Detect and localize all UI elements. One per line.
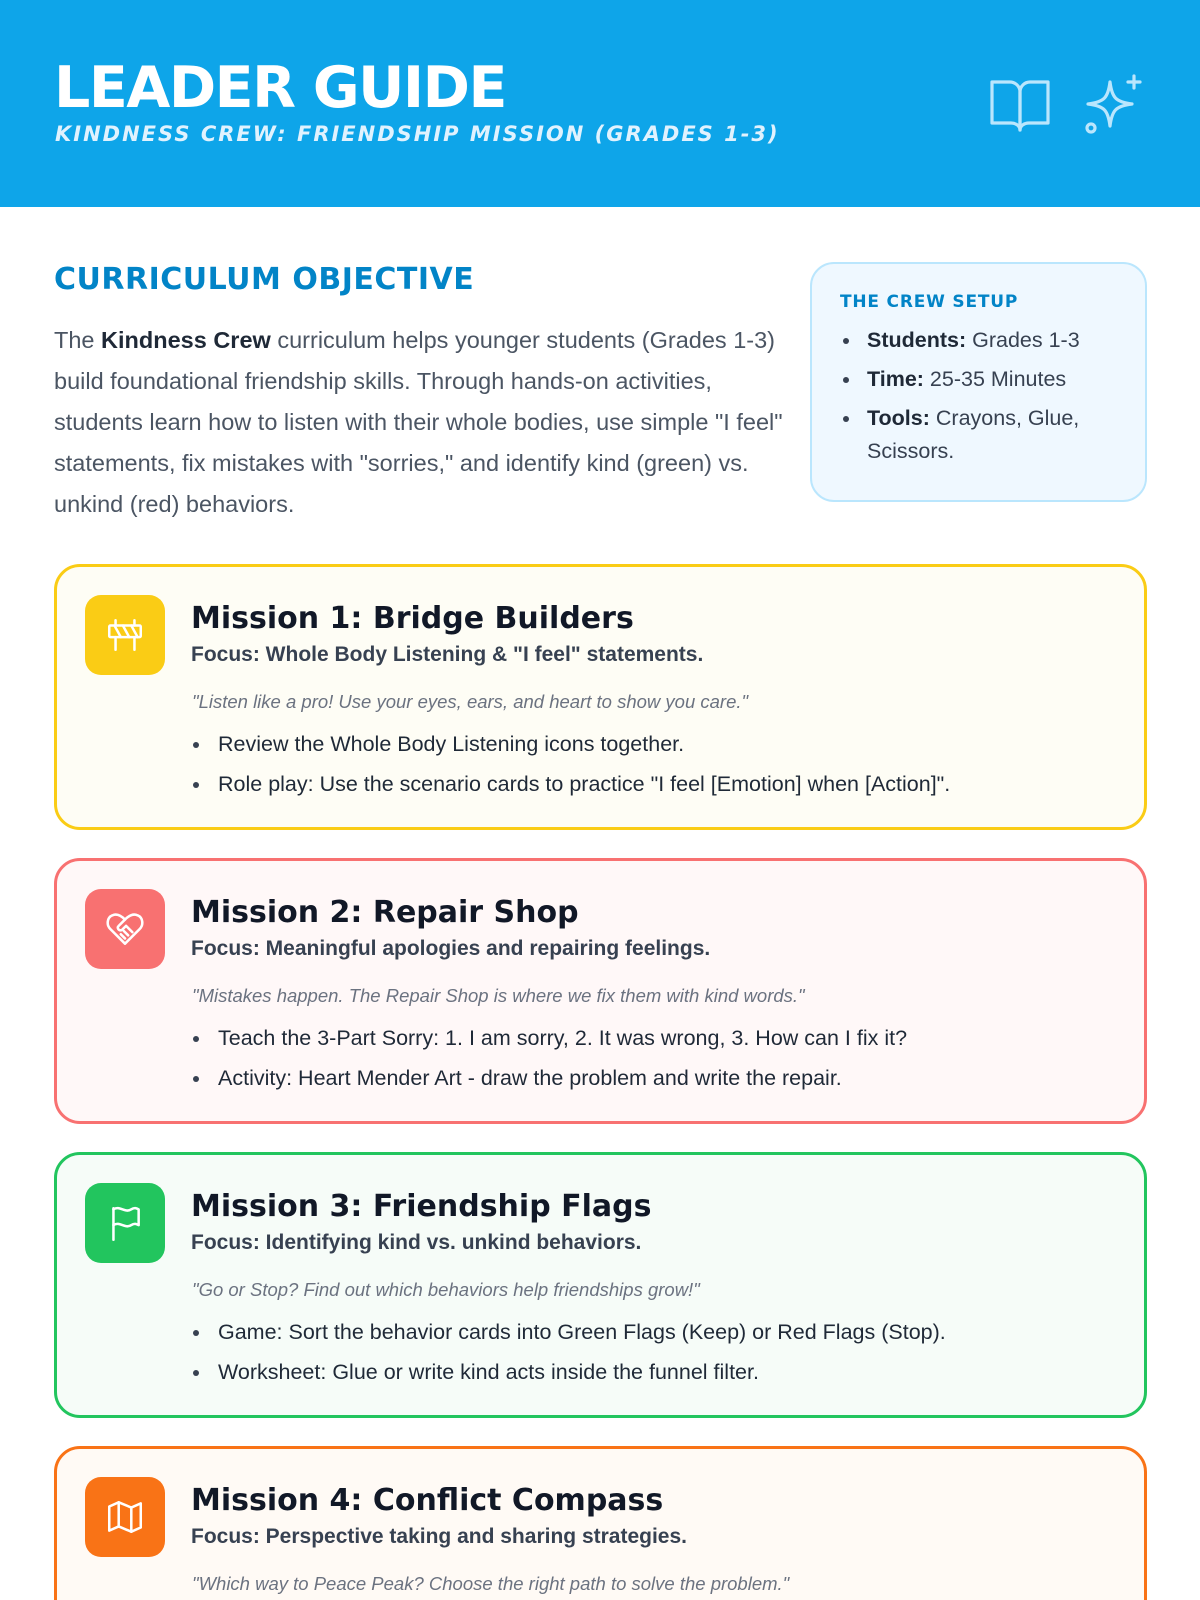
mission-quote: "Listen like a pro! Use your eyes, ears, and heart to show you care." bbox=[192, 691, 749, 712]
construction-barrier-icon bbox=[85, 595, 165, 675]
mission-title: Mission 3: Friendship Flags bbox=[191, 1189, 652, 1224]
list-item: Game: Sort the behavior cards into Green Flags (Keep) or Red Flags (Stop). bbox=[191, 1313, 946, 1353]
mission-focus: Focus: Identifying kind vs. unkind behaviors. bbox=[191, 1231, 642, 1254]
list-item: Review the Whole Body Listening icons together. bbox=[191, 725, 950, 765]
mission-focus: Focus: Whole Body Listening & "I feel" statements. bbox=[191, 643, 704, 666]
sparkles-icon bbox=[1080, 70, 1148, 138]
mission-title: Mission 4: Conflict Compass bbox=[191, 1483, 664, 1518]
mission-title: Mission 1: Bridge Builders bbox=[191, 601, 634, 636]
header-banner bbox=[0, 0, 1200, 207]
objective-text: The Kindness Crew curriculum helps younger students (Grades 1-3) build foundational friendship skills. Through hands-on activities, students learn how to listen with their whole bodies, use simple "I feel" statements, fix mistakes with "sorries," and identify kind (green) vs. unkind (red) behaviors. bbox=[54, 327, 783, 517]
heart-handshake-icon bbox=[85, 889, 165, 969]
mission-focus: Focus: Perspective taking and sharing strategies. bbox=[191, 1525, 687, 1548]
mission-bullets bbox=[191, 1019, 907, 1098]
mission-quote: "Which way to Peace Peak? Choose the right path to solve the problem." bbox=[192, 1573, 790, 1594]
page-title: LEADER GUIDE bbox=[54, 55, 506, 121]
setup-title: THE CREW SETUP bbox=[840, 292, 1019, 312]
list-item: Worksheet: Glue or write kind acts inside the funnel filter. bbox=[191, 1353, 946, 1393]
mission-quote: "Go or Stop? Find out which behaviors help friendships grow!" bbox=[192, 1279, 700, 1300]
mission-card-3 bbox=[54, 1152, 1147, 1418]
list-item: Teach the 3-Part Sorry: 1. I am sorry, 2. It was wrong, 3. How can I fix it? bbox=[191, 1019, 907, 1059]
mission-focus: Focus: Meaningful apologies and repairing feelings. bbox=[191, 937, 711, 960]
mission-title: Mission 2: Repair Shop bbox=[191, 895, 579, 930]
crew-setup-box bbox=[810, 262, 1147, 502]
setup-item-tools: Tools: Crayons, Glue, Scissors. bbox=[840, 402, 1117, 468]
mission-card-2 bbox=[54, 858, 1147, 1124]
objective-title: CURRICULUM OBJECTIVE bbox=[54, 262, 475, 297]
list-item: Activity: Heart Mender Art - draw the problem and write the repair. bbox=[191, 1059, 907, 1099]
map-icon bbox=[85, 1477, 165, 1557]
mission-quote: "Mistakes happen. The Repair Shop is where we fix them with kind words." bbox=[192, 985, 805, 1006]
setup-item-students: Students: Grades 1-3 bbox=[840, 324, 1117, 357]
page-subtitle: KINDNESS CREW: FRIENDSHIP MISSION (GRADES 1-3) bbox=[55, 122, 780, 146]
setup-item-time: Time: 25-35 Minutes bbox=[840, 363, 1117, 396]
mission-bullets bbox=[191, 1313, 946, 1392]
mission-card-4 bbox=[54, 1446, 1147, 1600]
book-open-icon bbox=[986, 70, 1054, 138]
setup-list bbox=[840, 324, 1117, 468]
mission-card-1 bbox=[54, 564, 1147, 830]
flag-icon bbox=[85, 1183, 165, 1263]
mission-bullets bbox=[191, 725, 950, 804]
list-item: Role play: Use the scenario cards to practice "I feel [Emotion] when [Action]". bbox=[191, 765, 950, 805]
